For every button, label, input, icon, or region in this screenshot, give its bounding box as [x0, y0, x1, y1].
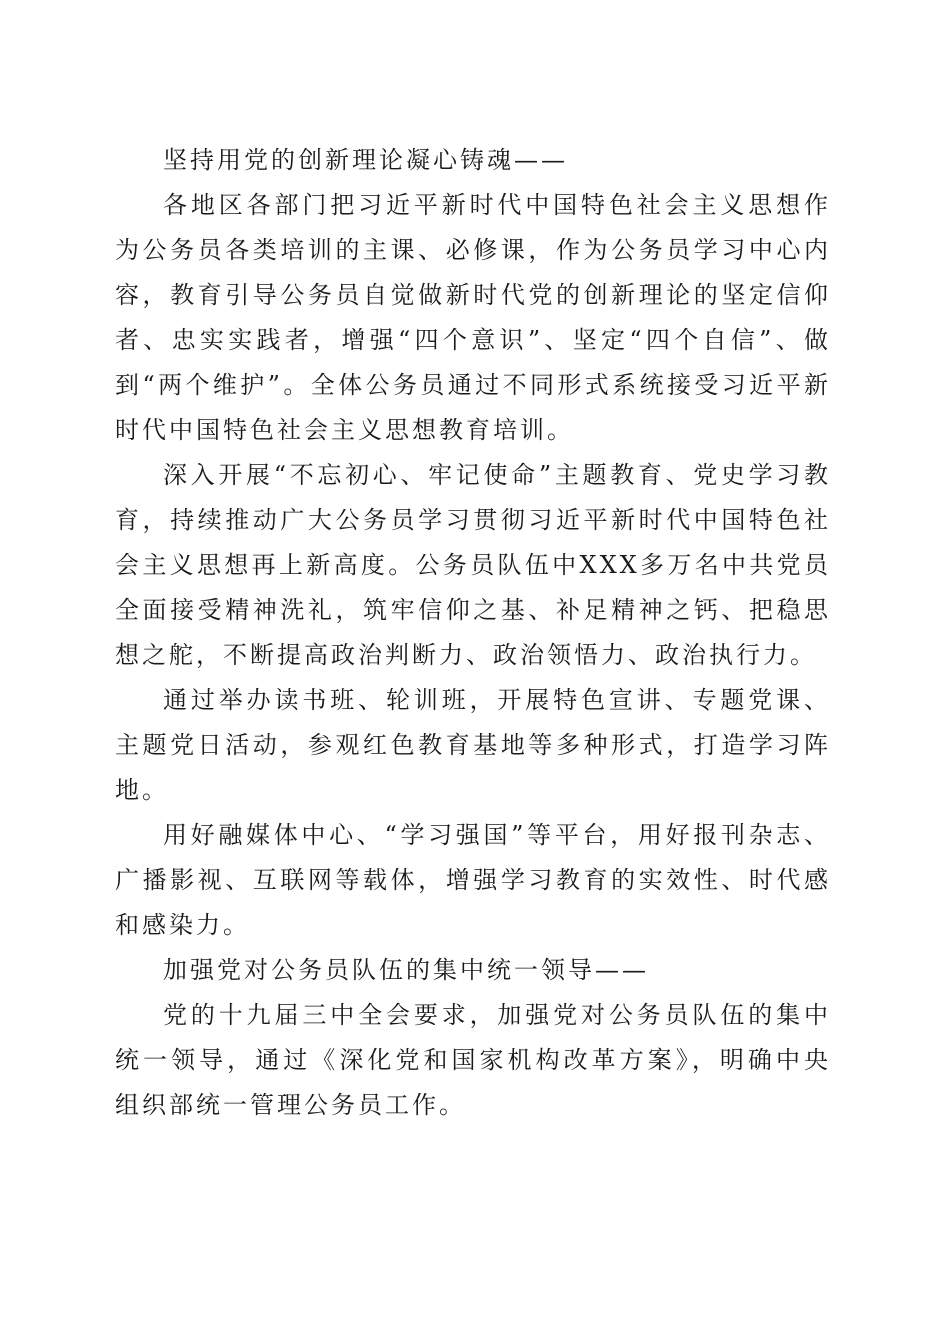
section-heading-leadership: 加强党对公务员队伍的集中统一领导——: [163, 956, 649, 984]
paragraph-education: 深入开展“不忘初心、牢记使命”主题教育、党史学习教育，持续推动广大公务员学习贯彻习近平新时代中国特色社会主义思想再上新高度。公务员队伍中XXX多万名中共党员全面接受精神洗礼，筑牢信仰之基、补足精神之钙、把稳思想之舵，不断提高政治判断力、政治领悟力、政治执行力。: [115, 461, 831, 669]
paragraph-media-platforms: 用好融媒体中心、“学习强国”等平台，用好报刊杂志、广播影视、互联网等载体，增强学习教育的实效性、时代感和感染力。: [115, 821, 831, 939]
document-page: [115, 138, 831, 1128]
paragraph-training: 各地区各部门把习近平新时代中国特色社会主义思想作为公务员各类培训的主课、必修课，作为公务员学习中心内容，教育引导公务员自觉做新时代党的创新理论的坚定信仰者、忠实实践者，增强“四个意识”、坚定“四个自信”、做到“两个维护”。全体公务员通过不同形式系统接受习近平新时代中国特色社会主义思想教育培训。: [115, 191, 831, 444]
paragraph-leadership: 党的十九届三中全会要求，加强党对公务员队伍的集中统一领导，通过《深化党和国家机构改革方案》，明确中央组织部统一管理公务员工作。: [115, 1001, 831, 1119]
section-heading-theory: 坚持用党的创新理论凝心铸魂——: [163, 146, 568, 174]
paragraph-study-forms: 通过举办读书班、轮训班，开展特色宣讲、专题党课、主题党日活动，参观红色教育基地等多种形式，打造学习阵地。: [115, 686, 831, 804]
